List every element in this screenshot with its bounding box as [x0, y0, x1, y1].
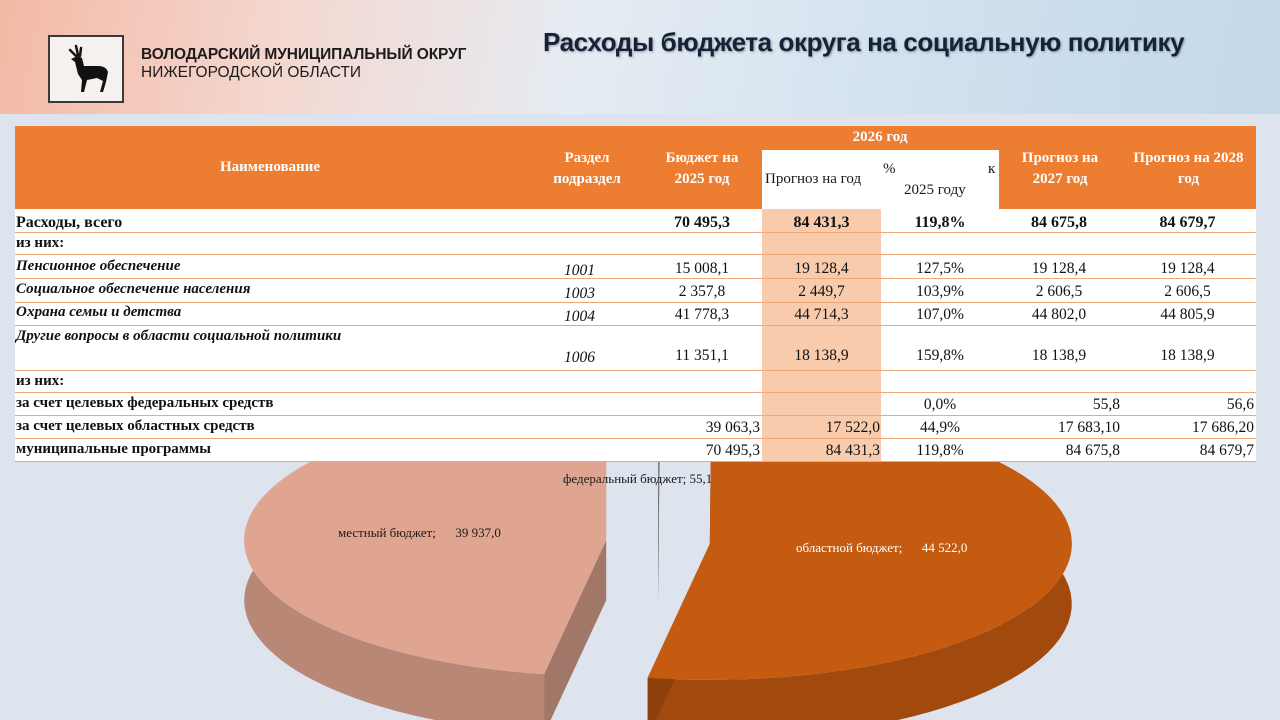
- header-2027-1: Прогноз на: [1021, 150, 1099, 166]
- cell-percent: 159,8%: [916, 347, 964, 364]
- header-pct-year: 2025 году: [904, 182, 966, 198]
- cell-percent: 119,8%: [916, 442, 964, 459]
- pie-chart-svg: [0, 462, 1280, 720]
- row-name: из них:: [16, 373, 65, 389]
- row-divider: [15, 415, 1256, 416]
- cell-percent: 119,8%: [914, 214, 966, 231]
- header-budget-1: Бюджет на: [665, 150, 739, 166]
- row-name: Пенсионное обеспечение: [16, 258, 181, 274]
- cell-budget-2025: 11 351,1: [675, 347, 729, 364]
- budget-table: [15, 126, 1256, 462]
- row-name: за счет целевых федеральных средств: [16, 395, 274, 411]
- cell-forecast-2028: 17 686,20: [1192, 419, 1254, 436]
- row-divider: [15, 254, 1256, 255]
- header-pct-sign: %: [883, 161, 896, 177]
- cell-forecast-2027: 55,8: [1092, 396, 1120, 413]
- cell-forecast-2026: 44 714,3: [794, 306, 849, 323]
- row-divider: [15, 302, 1256, 303]
- row-divider: [15, 325, 1256, 326]
- slice-label-local: [338, 525, 501, 541]
- header-forecast-year: Прогноз на год: [765, 171, 862, 187]
- row-name: из них:: [16, 235, 65, 251]
- header-2027-2: 2027 год: [1032, 171, 1088, 187]
- cell-forecast-2026: 17 522,0: [825, 419, 880, 436]
- org-line-2: НИЖЕГОРОДСКОЙ ОБЛАСТИ: [141, 64, 362, 81]
- cell-percent: 127,5%: [916, 260, 964, 277]
- row-divider: [15, 392, 1256, 393]
- cell-forecast-2028: 56,6: [1226, 396, 1254, 413]
- cell-percent: 0,0%: [923, 396, 957, 413]
- cell-forecast-2028: 18 138,9: [1160, 347, 1215, 364]
- cell-percent: 107,0%: [916, 306, 964, 323]
- slice-name: местный бюджет: [338, 525, 433, 540]
- row-divider: [15, 278, 1256, 279]
- cell-budget-2025: 39 063,3: [705, 419, 760, 436]
- organization-name: [141, 46, 466, 82]
- cell-section: 1004: [564, 308, 595, 325]
- cell-budget-2025: 70 495,3: [705, 442, 760, 459]
- page-title: Расходы бюджета округа на социальную политику: [543, 27, 1185, 57]
- cell-forecast-2027: 18 138,9: [1031, 347, 1087, 364]
- cell-forecast-2026: 19 128,4: [794, 260, 849, 277]
- row-name: за счет целевых областных средств: [16, 418, 255, 434]
- row-name: Охрана семьи и детства: [16, 304, 182, 320]
- row-name: Другие вопросы в области социальной политики: [16, 328, 342, 344]
- slice-separator: ;: [682, 471, 690, 486]
- slice-separator: ;: [898, 540, 922, 555]
- slice-name: федеральный бюджет: [563, 471, 683, 486]
- slice-name: областной бюджет: [796, 540, 899, 555]
- row-name: Расходы, всего: [16, 214, 123, 231]
- header-name: Наименование: [220, 159, 320, 175]
- logo: [48, 35, 124, 103]
- cell-forecast-2026: 84 431,3: [793, 214, 850, 231]
- pie-chart: [0, 462, 1280, 720]
- header-2028-1: Прогноз на 2028: [1133, 150, 1244, 166]
- cell-forecast-2028: 84 679,7: [1159, 214, 1216, 231]
- cell-forecast-2027: 84 675,8: [1031, 214, 1087, 231]
- header-section-1: Раздел: [564, 150, 610, 166]
- cell-forecast-2028: 2 606,5: [1164, 283, 1211, 300]
- cell-section: 1006: [564, 349, 595, 366]
- header-budget-2: 2025 год: [674, 171, 730, 187]
- deer-emblem-icon: [54, 40, 118, 98]
- cell-forecast-2027: 44 802,0: [1031, 306, 1087, 323]
- org-line-1: ВОЛОДАРСКИЙ МУНИЦИПАЛЬНЫЙ ОКРУГ: [141, 46, 467, 63]
- cell-forecast-2028: 44 805,9: [1160, 306, 1215, 323]
- cell-budget-2025: 2 357,8: [678, 283, 726, 300]
- cell-forecast-2026: 84 431,3: [825, 442, 880, 459]
- header-year-2026: 2026 год: [852, 129, 908, 145]
- row-divider: [15, 370, 1256, 371]
- slice-separator: ;: [432, 525, 456, 540]
- cell-forecast-2027: 17 683,10: [1058, 419, 1120, 436]
- row-divider: [15, 232, 1256, 233]
- row-name: Социальное обеспечение населения: [16, 281, 251, 297]
- slice-value: 55,1: [689, 471, 713, 486]
- cell-section: 1003: [564, 285, 595, 302]
- cell-forecast-2028: 84 679,7: [1199, 442, 1254, 459]
- cell-budget-2025: 70 495,3: [674, 214, 730, 231]
- cell-forecast-2027: 2 606,5: [1035, 283, 1083, 300]
- cell-forecast-2027: 84 675,8: [1065, 442, 1120, 459]
- cell-forecast-2027: 19 128,4: [1031, 260, 1087, 277]
- slice-value: 39 937,0: [455, 525, 501, 540]
- cell-section: 1001: [564, 262, 595, 279]
- cell-budget-2025: 15 008,1: [674, 260, 730, 277]
- slice-value: 44 522,0: [921, 540, 968, 555]
- cell-percent: 103,9%: [916, 283, 964, 300]
- cell-forecast-2028: 19 128,4: [1160, 260, 1215, 277]
- slice-label-federal: [563, 471, 712, 487]
- row-divider: [15, 438, 1256, 439]
- header-2028-2: год: [1177, 171, 1200, 187]
- cell-forecast-2026: 2 449,7: [798, 283, 845, 300]
- slice-label-regional: [796, 540, 967, 556]
- cell-forecast-2026: 18 138,9: [794, 347, 849, 364]
- header-pct-k: к: [988, 161, 996, 177]
- cell-percent: 44,9%: [919, 419, 961, 436]
- cell-budget-2025: 41 778,3: [674, 306, 730, 323]
- row-name: муниципальные программы: [16, 441, 211, 457]
- header-section-2: подраздел: [553, 171, 621, 187]
